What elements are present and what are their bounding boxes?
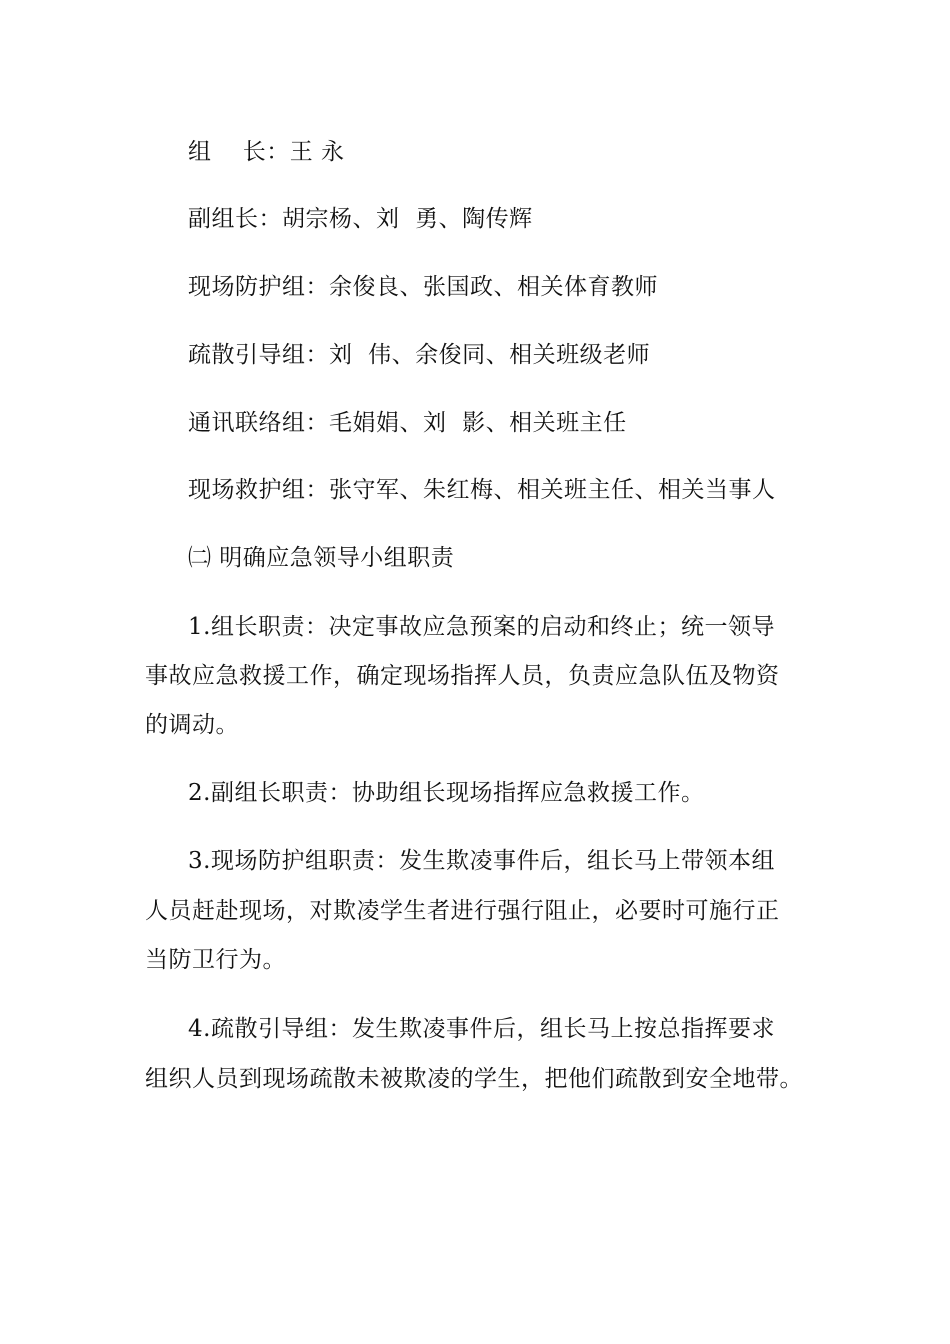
duty-paragraph-line: 1.组长职责：决定事故应急预案的启动和终止；统一领导 [188, 614, 775, 640]
evacuation-group-line: 疏散引导组：刘 伟、余俊同、相关班级老师 [188, 342, 651, 368]
duty-paragraph-line: 组织人员到现场疏散未被欺凌的学生，把他们疏散到安全地带。 [145, 1066, 803, 1092]
rescue-group-line: 现场救护组：张守军、朱红梅、相关班主任、相关当事人 [188, 477, 776, 503]
protection-group-line: 现场防护组：余俊良、张国政、相关体育教师 [188, 274, 658, 300]
duty-paragraph-line: 2.副组长职责：协助组长现场指挥应急救援工作。 [188, 780, 705, 806]
duty-paragraph-line: 事故应急救援工作，确定现场指挥人员，负责应急队伍及物资 [145, 663, 780, 689]
duty-paragraph-line: 3.现场防护组职责：发生欺凌事件后，组长马上带领本组 [188, 848, 775, 874]
communication-group-line: 通讯联络组：毛娟娟、刘 影、相关班主任 [188, 410, 627, 436]
duty-paragraph-line: 当防卫行为。 [145, 947, 286, 973]
section-heading: ㈡ 明确应急领导小组职责 [188, 545, 455, 571]
team-leader-line: 组 长：王 永 [188, 139, 345, 165]
team-deputy-line: 副组长：胡宗杨、刘 勇、陶传辉 [188, 206, 533, 232]
duty-paragraph-line: 4.疏散引导组：发生欺凌事件后，组长马上按总指挥要求 [188, 1016, 775, 1042]
duty-paragraph-line: 人员赶赴现场，对欺凌学生者进行强行阻止，必要时可施行正 [145, 898, 780, 924]
duty-paragraph-line: 的调动。 [145, 712, 239, 738]
